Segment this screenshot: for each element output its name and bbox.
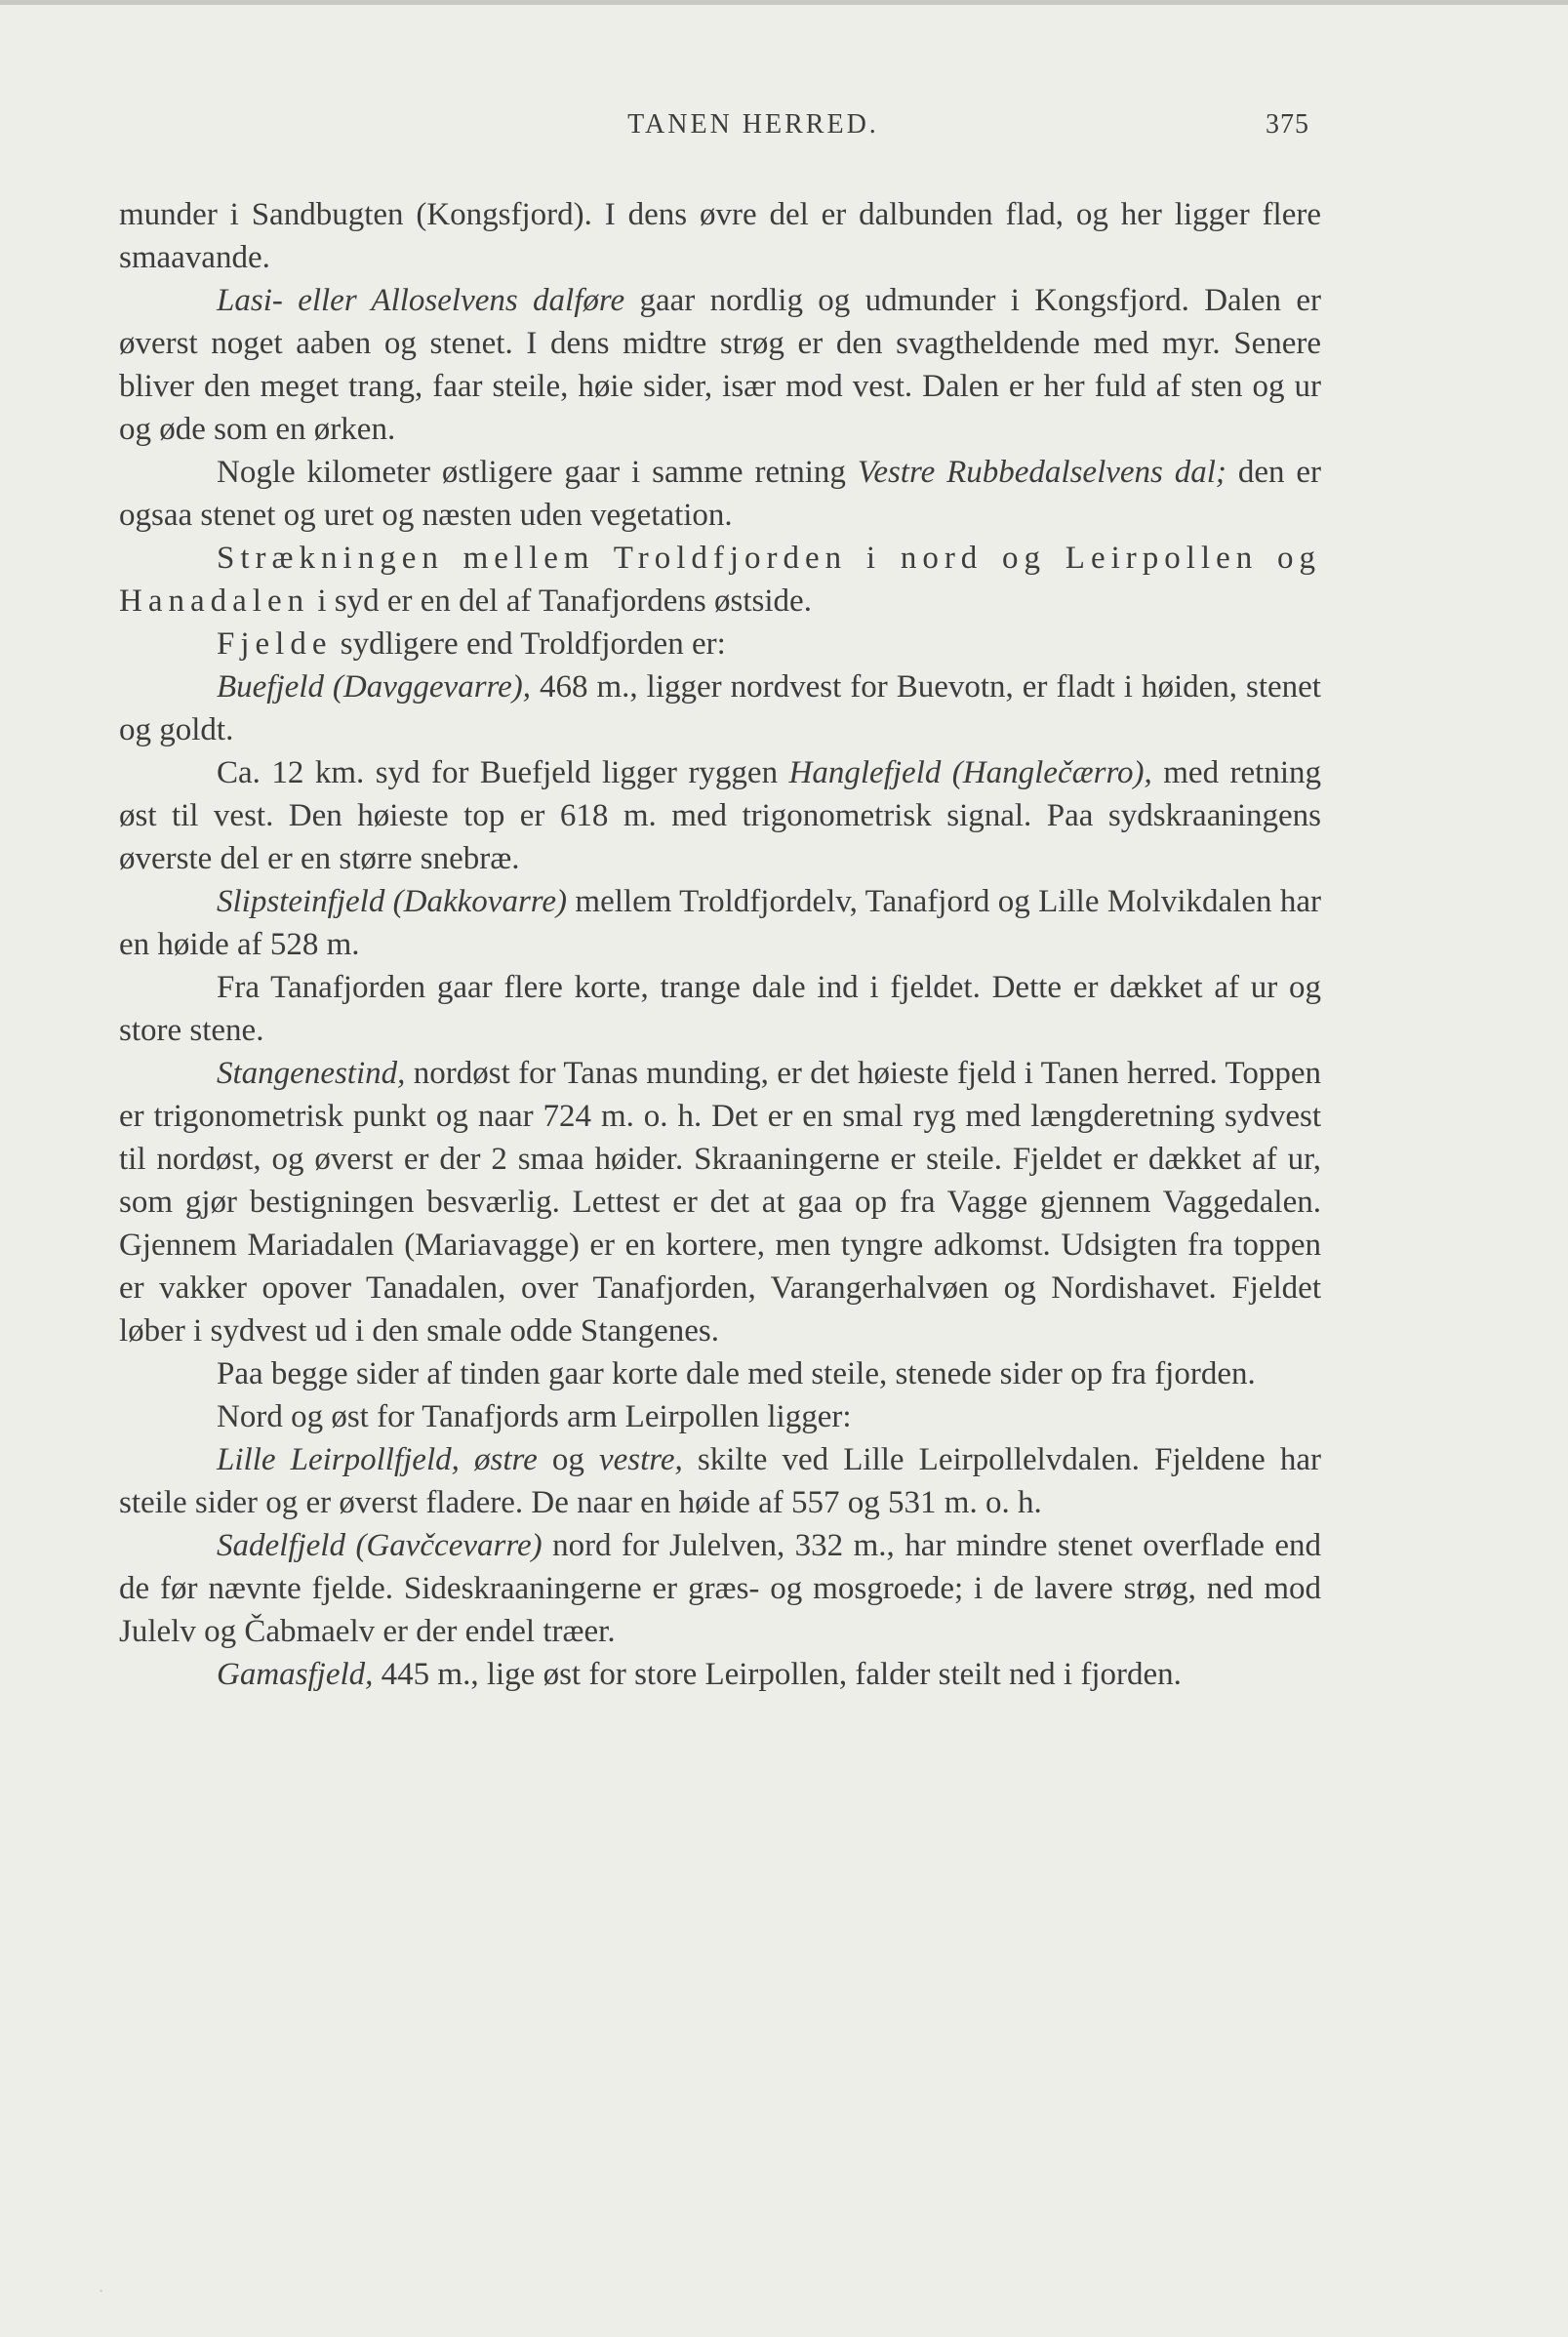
- paragraph: [119, 1352, 1321, 1395]
- paragraph-text: Nogle kilometer østligere gaar i samme retning: [217, 455, 858, 490]
- paragraph-text: mellem Troldfjordelv, Tanafjord og Lille Molvikdalen har en høide af 528 m.: [119, 884, 1321, 962]
- italic-term: Vestre Rubbedalselvens dal;: [857, 455, 1226, 490]
- paragraph: [119, 537, 1321, 623]
- paragraph-text: munder i Sandbugten (Kongsfjord). I dens øvre del er dalbunden flad, og her ligger flere smaavande.: [119, 197, 1321, 275]
- paragraph: [119, 665, 1321, 751]
- paragraph-text: 445 m., lige øst for store Leirpollen, falder steilt ned i fjorden.: [373, 1657, 1182, 1692]
- italic-term: Hanglefjeld (Hanglečærro),: [788, 755, 1152, 790]
- paragraph: [119, 751, 1321, 880]
- spaced-heading-text: Strækningen mellem Troldfjorden i nord og Leirpollen og Hanadalen: [119, 541, 1321, 619]
- paragraph: [119, 1524, 1321, 1653]
- paragraph-text: Nord og øst for Tanafjords arm Leirpollen ligger:: [217, 1399, 852, 1434]
- scan-edge: [0, 0, 1568, 5]
- italic-term: Sadelfjeld (Gavčcevarre): [217, 1528, 543, 1563]
- paragraph: [119, 193, 1321, 279]
- paragraph-text: Fra Tanafjorden gaar flere korte, trange dale ind i fjeldet. Dette er dækket af ur og store stene.: [119, 970, 1321, 1048]
- italic-term: Stangenestind,: [217, 1056, 406, 1091]
- paragraph-text: nord for Julelven, 332 m., har mindre stenet overflade end de før nævnte fjelde. Sideskraaningerne er græs- og mosgroede; i de lavere strøg, ned mod Julelv og Čabmaelv er der endel træer.: [119, 1528, 1321, 1649]
- paragraph: [119, 1395, 1321, 1438]
- paragraph-text: Ca. 12 km. syd for Buefjeld ligger ryggen: [217, 755, 789, 790]
- paragraph-text: den er ogsaa stenet og uret og næsten uden vegetation.: [119, 455, 1321, 533]
- page-header: [119, 109, 1309, 148]
- paragraph-text: 468 m., ligger nordvest for Buevotn, er fladt i høiden, stenet og goldt.: [119, 669, 1321, 747]
- italic-term: Lasi- eller Alloselvens dalføre: [217, 283, 625, 318]
- paragraph: [119, 1052, 1321, 1352]
- paragraph-text: og: [537, 1442, 599, 1477]
- paragraph: [119, 1653, 1321, 1696]
- paragraph-text: skilte ved Lille Leirpollelvdalen. Fjeldene har steile sider og er øverst fladere. De naar en høide af 557 og 531 m. o. h.: [119, 1442, 1321, 1520]
- paragraph: [119, 880, 1321, 966]
- paragraph-text: gaar nordlig og udmunder i Kongsfjord. Dalen er øverst noget aaben og stenet. I dens midtre strøg er den svagtheldende med myr. Senere bliver den meget trang, faar steile, høie sider, især mod vest. Dalen er her fuld af sten og ur og øde som en ørken.: [119, 283, 1321, 447]
- italic-term: Slipsteinfjeld (Dakkovarre): [217, 884, 568, 919]
- paragraph-text: sydligere end Troldfjorden er:: [332, 626, 726, 662]
- paragraph: [119, 623, 1321, 665]
- italic-term: Lille Leirpollfjeld, østre: [217, 1442, 538, 1477]
- paragraph-text: nordøst for Tanas munding, er det høieste fjeld i Tanen herred. Toppen er trigonometrisk punkt og naar 724 m. o. h. Det er en smal ryg med længderetning sydvest til nordøst, og øverst er der 2 smaa høider. Skraaningerne er steile. Fjeldet er dækket af ur, som gjør bestigningen besværlig. Lettest er det at gaa op fra Vagge gjennem Vaggedalen. Gjennem Mariadalen (Mariavagge) er en kortere, men tyngre adkomst. Udsigten fra toppen er vakker opover Tanadalen, over Tanafjorden, Varangerhalvøen og Nordishavet. Fjeldet løber i sydvest ud i den smale odde Stangenes.: [119, 1056, 1321, 1349]
- page-number: 375: [1266, 109, 1309, 140]
- paragraph: [119, 966, 1321, 1052]
- paragraph-text: med retning øst til vest. Den høieste top er 618 m. med trigonometrisk signal. Paa sydskraaningens øverste del er en større snebræ.: [119, 755, 1321, 876]
- paragraph-text: Paa begge sider af tinden gaar korte dale med steile, stenede sider op fra fjorden.: [217, 1356, 1256, 1391]
- paragraph-text: i syd er en del af Tanafjordens østside.: [309, 584, 812, 619]
- running-title: TANEN HERRED.: [627, 109, 879, 140]
- italic-term: Buefjeld (Davggevarre),: [217, 669, 532, 705]
- body-text: [119, 193, 1321, 1696]
- scan-smudge: ·: [98, 2278, 105, 2303]
- paragraph: [119, 279, 1321, 451]
- italic-term: vestre,: [598, 1442, 683, 1477]
- paragraph: [119, 1438, 1321, 1524]
- paragraph: [119, 451, 1321, 537]
- spaced-heading-text: Fjelde: [217, 626, 333, 662]
- italic-term: Gamasfjeld,: [217, 1657, 374, 1692]
